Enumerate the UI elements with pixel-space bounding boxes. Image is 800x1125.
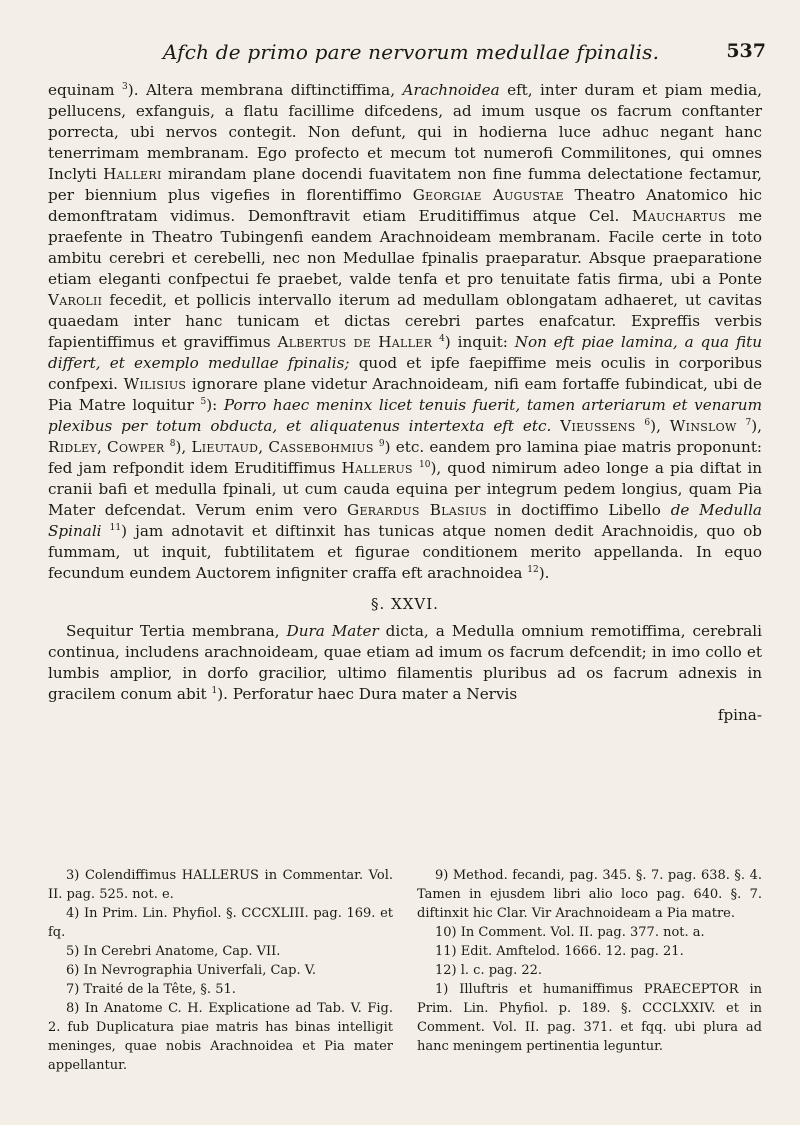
text-run: quod et ipfe faepiffime meis oculis in corporibus confpexi. (48, 354, 762, 393)
footnotes-right-column (417, 866, 762, 1075)
footnote: 9) Method. fecandi, pag. 345. §. 7. pag. 638. §. 4. Tamen in ejusdem libri alio loco pag. 640. §. 7. diftinxit hic Clar. Vir Arachnoideam a Pia matre. (417, 868, 762, 921)
text-run (102, 522, 110, 540)
footnote-ref: 1 (211, 685, 218, 696)
text-run: ). (538, 564, 550, 582)
text-run: ), (650, 417, 670, 435)
text-run: equinam (48, 81, 123, 99)
catchword: fpina- (717, 706, 762, 724)
paragraph-dura-mater (48, 621, 762, 705)
text-run: ). Perforatur haec Dura mater a Nervis (217, 685, 518, 703)
term-dura-mater: Dura Mater (286, 622, 379, 640)
author-name: Hallerus (341, 459, 413, 477)
text-run: Theatro Anatomico hic demonftratam vidimus. Demonftravit etiam Eruditiffimus atque Cel. (48, 186, 762, 225)
footnote: 1) Illuftris et humaniffimus PRAECEPTOR in Prim. Lin. Phyfiol. p. 189. §. CCCLXXIV. et in Comment. Vol. II. pag. 371. et fqq. ubi plura ad hanc meningem pertinentia leguntur. (417, 982, 762, 1054)
text-run: dicta, a Medulla omnium remotiffima, cerebrali continua, includens arachnoideam, quae etiam ad imum os facrum defcendit; in imo collo et lumbis amplior, in dorfo gracilior, ultimo filamentis pluribus ad os facrum adnexis in gracilem conum abit (48, 622, 763, 703)
author-name: Cowper (107, 438, 165, 456)
footnote: 7) Traité de la Tête, §. 51. (66, 982, 236, 997)
text-run: Sequitur Tertia membrana, (66, 622, 287, 640)
text-run: ), (175, 438, 192, 456)
footnote: 12) l. c. pag. 22. (435, 963, 543, 978)
section-heading: §. XXVI. (371, 595, 439, 613)
footnote-ref: 7 (745, 417, 752, 428)
institution-name: Georgiae Augustae (412, 186, 564, 204)
text-run: ) inquit: (444, 333, 515, 351)
term-arachnoidea: Arachnoidea (402, 81, 500, 99)
author-name: Ridley (48, 438, 97, 456)
text-run: ), (751, 417, 762, 435)
footnote: 3) Colendiffimus HALLERUS in Commentar. Vol. II. pag. 525. not. e. (48, 868, 393, 902)
footnote-ref: 3 (122, 81, 128, 92)
footnote: 6) In Nevrographia Univerfali, Cap. V. (66, 963, 317, 978)
book-title: de Medulla Spinali (48, 501, 762, 540)
quotation: Non eft piae lamina, a qua fitu differt, et exemplo medullae fpinalis; (48, 333, 762, 372)
footnote: 10) In Comment. Vol. II. pag. 377. not. a. (435, 925, 705, 940)
paragraph-arachnoidea (48, 80, 762, 584)
text-run: ignorare plane videtur Arachnoideam, nifi eam fortaffe fubindicat, ubi de Pia Matre loquitur (48, 375, 763, 414)
author-name: Varolii (48, 291, 103, 309)
text-run: ), quod nimirum adeo longe a pia diftat in cranii bafi et medulla fpinali, ut cum cauda equina per integrum pedem longius, quam Pia Mater defcendat. Verum enim vero (48, 459, 762, 519)
text-run: in doctiffimo Libello (487, 501, 671, 519)
author-name: Vieussens (560, 417, 636, 435)
footnote: 4) In Prim. Lin. Phyfiol. §. CCCXLIII. pag. 169. et fq. (48, 906, 393, 940)
page-number: 537 (726, 40, 766, 62)
footnote: 5) In Cerebri Anatome, Cap. VII. (66, 944, 281, 959)
text-run: fecedit, et pollicis intervallo iterum ad medullam oblongatam adhaeret, ut cavitas quaedam inter hanc tunicam et dictas cerebri partes enafcatur. Expreffis verbis fapientiffimus et graviffimus (48, 291, 762, 351)
author-name: Mauchartus (631, 207, 726, 225)
text-run: , (97, 438, 108, 456)
footnote-ref: 12 (527, 564, 539, 575)
text-run: ). Altera membrana diftinctiffima, (127, 81, 403, 99)
footnotes-left-column (48, 866, 393, 1075)
text-run: mirandam plane docendi fuavitatem non fine fumma delectatione fectamur, per biennium plus vigefies in florentiffimo (48, 165, 763, 204)
footnote-ref: 6 (644, 417, 651, 428)
footnote: 11) Edit. Amftelod. 1666. 12. pag. 21. (435, 944, 684, 959)
running-title: Afch de primo pare nervorum medullae fpinalis. (162, 40, 660, 64)
author-name: Cassebohmius (268, 438, 374, 456)
page-header (96, 40, 766, 66)
author-name: Albertus de Haller (277, 333, 433, 351)
footnote-ref: 5 (200, 396, 207, 407)
author-name: Gerardus Blasius (347, 501, 487, 519)
footnote-ref: 4 (439, 333, 445, 344)
footnote-ref: 8 (169, 438, 176, 449)
footnote-ref: 10 (418, 459, 431, 470)
footnote: 8) In Anatome C. H. Explicatione ad Tab. V. Fig. 2. fub Duplicatura piae matris has binas intelligit meninges, quae nobis Arachnoidea et Pia mater appellantur. (48, 1001, 393, 1073)
author-name: Halleri (103, 165, 162, 183)
author-name: Lieutaud (191, 438, 259, 456)
text-run: ) etc. eandem pro lamina piae matris proponunt: fed jam refpondit idem Eruditiffimus (48, 438, 763, 477)
footnotes (48, 866, 762, 1075)
main-text (48, 80, 762, 726)
footnote-ref: 9 (378, 438, 385, 449)
footnote-ref: 11 (109, 522, 122, 533)
quotation: Porro haec meninx licet tenuis fuerit, tamen arteriarum et venarum plexibus per totum obducta, et aliquatenus intertexta eft etc. (48, 396, 762, 435)
text-run: , (258, 438, 269, 456)
text-run: ): (206, 396, 224, 414)
text-run (551, 417, 560, 435)
author-name: Wilisius (123, 375, 187, 393)
text-run: me praefente in Theatro Tubingenfi eandem Arachnoideam membranam. Facile certe in toto ambitu cerebri et cerebelli, nec non Medullae fpinalis praeparatur. Absque praeparatione etiam eleganti confpectui fe praebet, valde tenfa et pro tenuitate fatis firma, ubi a Ponte (48, 207, 762, 288)
text-run: eft, inter duram et piam media, pellucens, exfanguis, a flatu facillime difcedens, ad imum usque os facrum conftanter porrecta, ubi nervos contegit. Non defunt, qui in hodierna luce adhuc negant hanc tenerrimam membranam. Ego profecto et mecum tot numerofi Commilitones, qui omnes Inclyti (48, 81, 762, 183)
text-run: ) jam adnotavit et diftinxit has tunicas atque nomen dedit Arachnoidis, quo ob fummam, ut inquit, fubtilitatem et figurae conditionem merito appellanda. In equo fecundum eundem Auctorem infigniter craffa eft arachnoidea (48, 522, 763, 582)
author-name: Winslow (669, 417, 737, 435)
